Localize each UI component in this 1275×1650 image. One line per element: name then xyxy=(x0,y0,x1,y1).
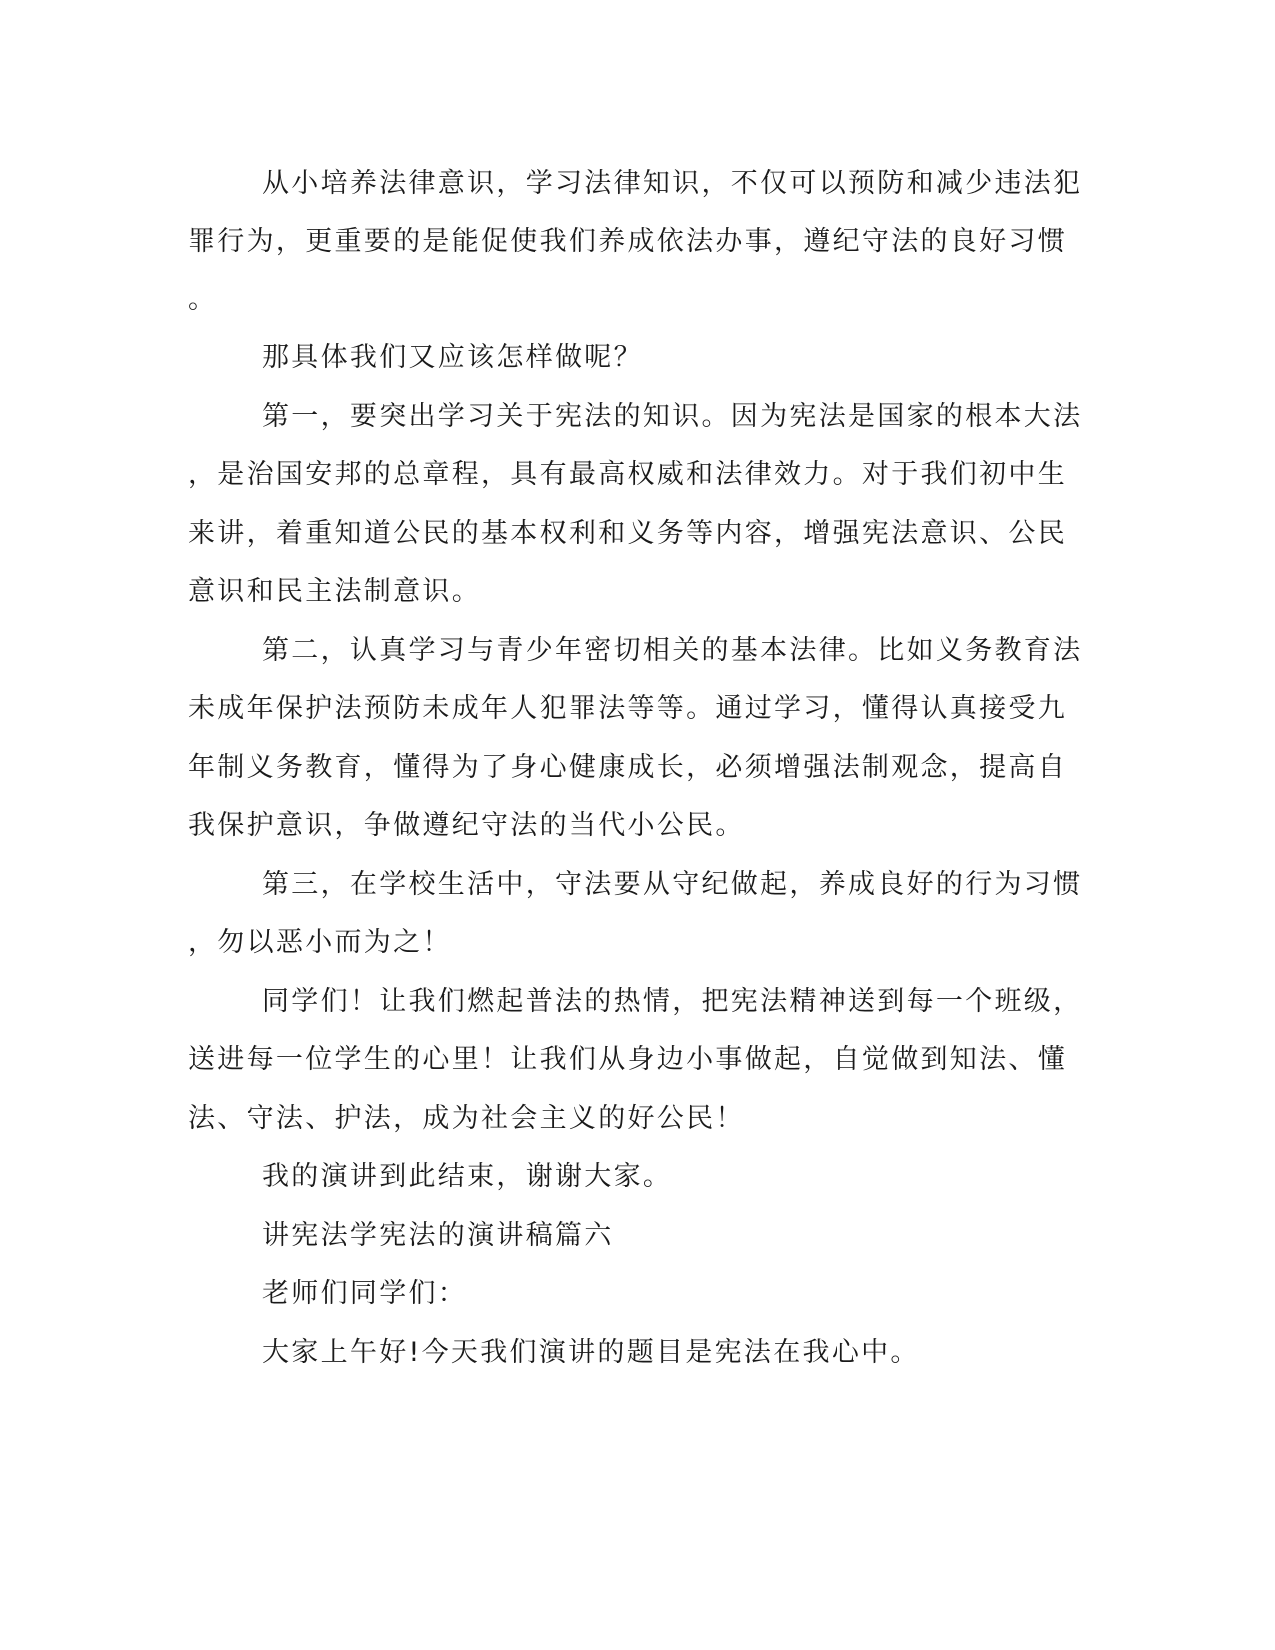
salutation: 老师们同学们： xyxy=(262,1278,468,1309)
paragraph-5-line-2: ，勿以恶小而为之！ xyxy=(188,927,452,958)
paragraph-6-line-1: 同学们！让我们燃起普法的热情，把宪法精神送到每一个班级， xyxy=(262,986,1083,1017)
paragraph-5-line-1: 第三，在学校生活中，守法要从守纪做起，养成良好的行为习惯 xyxy=(262,869,1083,900)
paragraph-1-line-3: 。 xyxy=(188,284,218,315)
paragraph-3-line-3: 来讲，着重知道公民的基本权利和义务等内容，增强宪法意识、公民 xyxy=(188,518,1067,549)
paragraph-3-line-2: ，是治国安邦的总章程，具有最高权威和法律效力。对于我们初中生 xyxy=(188,459,1067,490)
paragraph-7-line-1: 我的演讲到此结束，谢谢大家。 xyxy=(262,1161,673,1192)
paragraph-6-line-2: 送进每一位学生的心里！让我们从身边小事做起，自觉做到知法、懂 xyxy=(188,1044,1067,1075)
paragraph-10-line-1: 大家上午好!今天我们演讲的题目是宪法在我心中。 xyxy=(262,1337,920,1368)
paragraph-4-line-1: 第二，认真学习与青少年密切相关的基本法律。比如义务教育法 xyxy=(262,635,1083,666)
section-heading: 讲宪法学宪法的演讲稿篇六 xyxy=(262,1220,614,1251)
paragraph-2-line-1: 那具体我们又应该怎样做呢？ xyxy=(262,342,643,373)
paragraph-4-line-4: 我保护意识，争做遵纪守法的当代小公民。 xyxy=(188,810,745,841)
paragraph-1-line-2: 罪行为，更重要的是能促使我们养成依法办事，遵纪守法的良好习惯 xyxy=(188,226,1067,257)
paragraph-1-line-1: 从小培养法律意识，学习法律知识，不仅可以预防和减少违法犯 xyxy=(262,168,1083,199)
paragraph-6-line-3: 法、守法、护法，成为社会主义的好公民！ xyxy=(188,1103,745,1134)
paragraph-4-line-3: 年制义务教育，懂得为了身心健康成长，必须增强法制观念，提高自 xyxy=(188,752,1067,783)
paragraph-3-line-1: 第一，要突出学习关于宪法的知识。因为宪法是国家的根本大法 xyxy=(262,401,1083,432)
paragraph-4-line-2: 未成年保护法预防未成年人犯罪法等等。通过学习，懂得认真接受九 xyxy=(188,693,1067,724)
paragraph-3-line-4: 意识和民主法制意识。 xyxy=(188,576,481,607)
